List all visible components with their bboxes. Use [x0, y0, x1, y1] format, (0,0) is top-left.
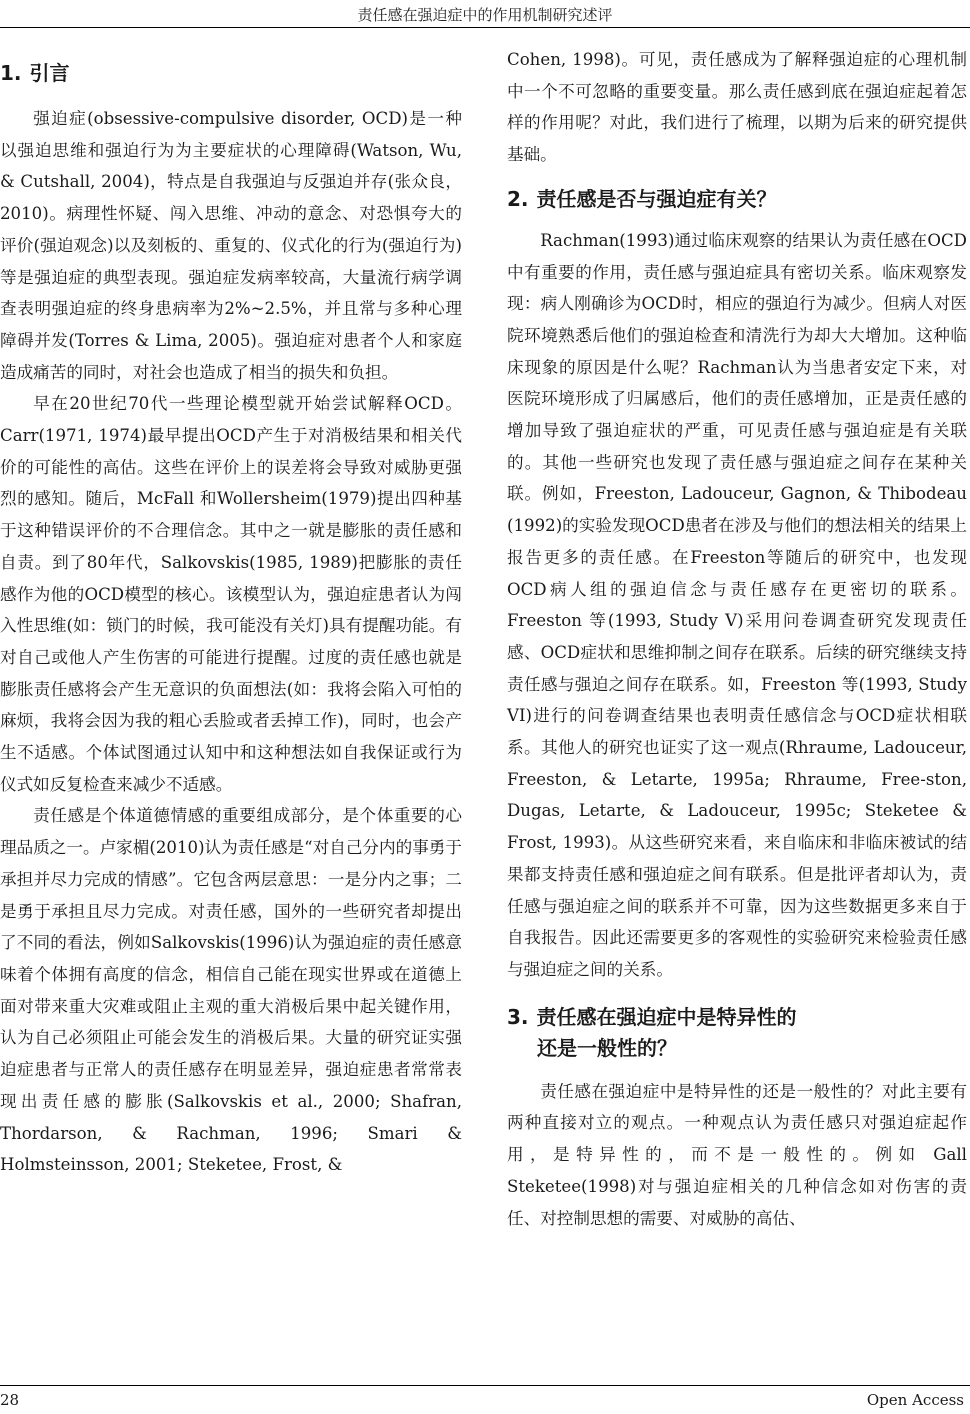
section-3-heading: [507, 1002, 967, 1064]
section-3-title-line-1: 责任感在强迫症中是特异性的: [536, 1004, 797, 1029]
paragraph-section-2: Rachman(1993)通过临床观察的结果认为责任感在OCD中有重要的作用，责任感与强迫症具有密切关系。临床观察发现：病人刚确诊为OCD时，相应的强迫行为减少。但病人对医院环境熟悉后他们的强迫检查和清洗行为却大大增加。这种临床现象的原因是什么呢？Rachman认为当患者安定下来，对医院环境形成了归属感后，他们的责任感增加，正是责任感的增加导致了强迫症状的严重，可见责任感与强迫症是有关联的。其他一些研究也发现了责任感与强迫症之间存在某种关联。例如，Freeston, Ladouceur, Gagnon, & Thibodeau (1992)的实验发现OCD患者在涉及与他们的想法相关的结果上报告更多的责任感。在Freeston等随后的研究中，也发现OCD病人组的强迫信念与责任感存在更密切的联系。Freeston 等(1993, Study V)采用问卷调查研究发现责任感、OCD症状和思维抑制之间存在联系。后续的研究继续支持责任感与强迫之间存在联系。如，Freeston 等(1993, Study VI)进行的问卷调查结果也表明责任感信念与OCD症状相联系。其他人的研究也证实了这一观点(Rhraume, Ladouceur, Freeston, & Letarte, 1995a; Rhraume, Free-ston, Dugas, Letarte, & Ladouceur, 1995c; Steketee & Frost, 1993)。从这些研究来看，来自临床和非临床被试的结果都支持责任感和强迫症之间有联系。但是批评者却认为，责任感与强迫症之间的联系并不可靠，因为这些数据更多来自于自我报告。因此还需要更多的客观性的实验研究来检验责任感与强迫症之间的关系。: [507, 230, 967, 979]
section-3-title-line-2: 还是一般性的？: [537, 1035, 677, 1060]
right-column: [507, 44, 967, 1234]
paragraph-intro-3: 责任感是个体道德情感的重要组成部分，是个体重要的心理品质之一。卢家楣(2010)认为责任感是“对自己分内的事勇于承担并尽力完成的情感”。它包含两层意思：一是分内之事；二是勇于承担且尽力完成。对责任感，国外的一些研究者却提出了不同的看法，例如Salkovskis(1996)认为强迫症的责任感意味着个体拥有高度的信念，相信自己能在现实世界或在道德上面对带来重大灾难或阻止主观的重大消极后果中起关键作用，认为自己必须阻止可能会发生的消极后果。大量的研究证实强迫症患者与正常人的责任感存在明显差异，强迫症患者常常表现出责任感的膨胀(Salkovskis et al., 2000; Shafran, Thordarson, & Rachman, 1996; Smari & Holmsteinsson, 2001; Steketee, Frost, &: [0, 806, 462, 1175]
page-number: 28: [0, 1391, 20, 1409]
footer-rule: [0, 1385, 970, 1386]
section-1-title: 引言: [29, 61, 70, 85]
section-3-number: 3.: [507, 1004, 529, 1029]
header-rule: [0, 27, 970, 28]
section-2-heading: [507, 184, 967, 215]
paragraph-intro-2: 早在20世纪70代一些理论模型就开始尝试解释OCD。Carr(1971, 1974)最早提出OCD产生于对消极结果和相关代价的可能性的高估。这些在评价上的误差将会导致对威胁更强烈的感知。随后，McFall 和Wollersheim(1979)提出四种基于这种错误评价的不合理信念。其中之一就是膨胀的责任感和自责。到了80年代，Salkovskis(1985, 1989)把膨胀的责任感作为他的OCD模型的核心。该模型认为，强迫症患者认为闯入性思维(如：锁门的时候，我可能没有关灯)具有提醒功能。有对自己或他人产生伤害的可能进行提醒。过度的责任感也就是膨胀责任感将会产生无意识的负面想法(如：我将会陷入可怕的麻烦，我将会因为我的粗心丢脸或者丢掉工作)，同时，也会产生不适感。个体试图通过认知中和这种想法如自我保证或行为仪式如反复检查来减少不适感。: [0, 394, 462, 794]
paragraph-intro-3-continued: Cohen, 1998)。可见，责任感成为了解释强迫症的心理机制中一个不可忽略的重要变量。那么责任感到底在强迫症起着怎样的作用呢？对此，我们进行了梳理，以期为后来的研究提供基础。: [507, 50, 967, 165]
section-2-number: 2.: [507, 186, 529, 211]
running-title: 责任感在强迫症中的作用机制研究述评: [357, 6, 613, 24]
paragraph-section-3: 责任感在强迫症中是特异性的还是一般性的？对此主要有两种直接对立的观点。一种观点认为责任感只对强迫症起作用，是特异性的，而不是一般性的。例如 Gall Steketee(1998)对与强迫症相关的几种信念如对伤害的责任、对控制思想的需要、对威胁的高估、: [507, 1081, 967, 1228]
section-1-number: 1.: [0, 61, 22, 85]
left-column: [0, 44, 462, 1181]
paragraph-intro-1: 强迫症(obsessive-compulsive disorder, OCD)是一种以强迫思维和强迫行为为主要症状的心理障碍(Watson, Wu, & Cutshall, 2004)，特点是自我强迫与反强迫并存(张众良，2010)。病理性怀疑、闯入思维、冲动的意念、对恐惧夸大的评价(强迫观念)以及刻板的、重复的、仪式化的行为(强迫行为)等是强迫症的典型表现。强迫症发病率较高，大量流行病学调查表明强迫症的终身患病率为2%~2.5%，并且常与多种心理障碍并发(Torres & Lima, 2005)。强迫症对患者个人和家庭造成痛苦的同时，对社会也造成了相当的损失和负担。: [0, 109, 462, 382]
section-2-title: 责任感是否与强迫症有关？: [536, 186, 777, 211]
journal-name: Open Access: [866, 1391, 964, 1409]
section-1-heading: [0, 58, 462, 89]
